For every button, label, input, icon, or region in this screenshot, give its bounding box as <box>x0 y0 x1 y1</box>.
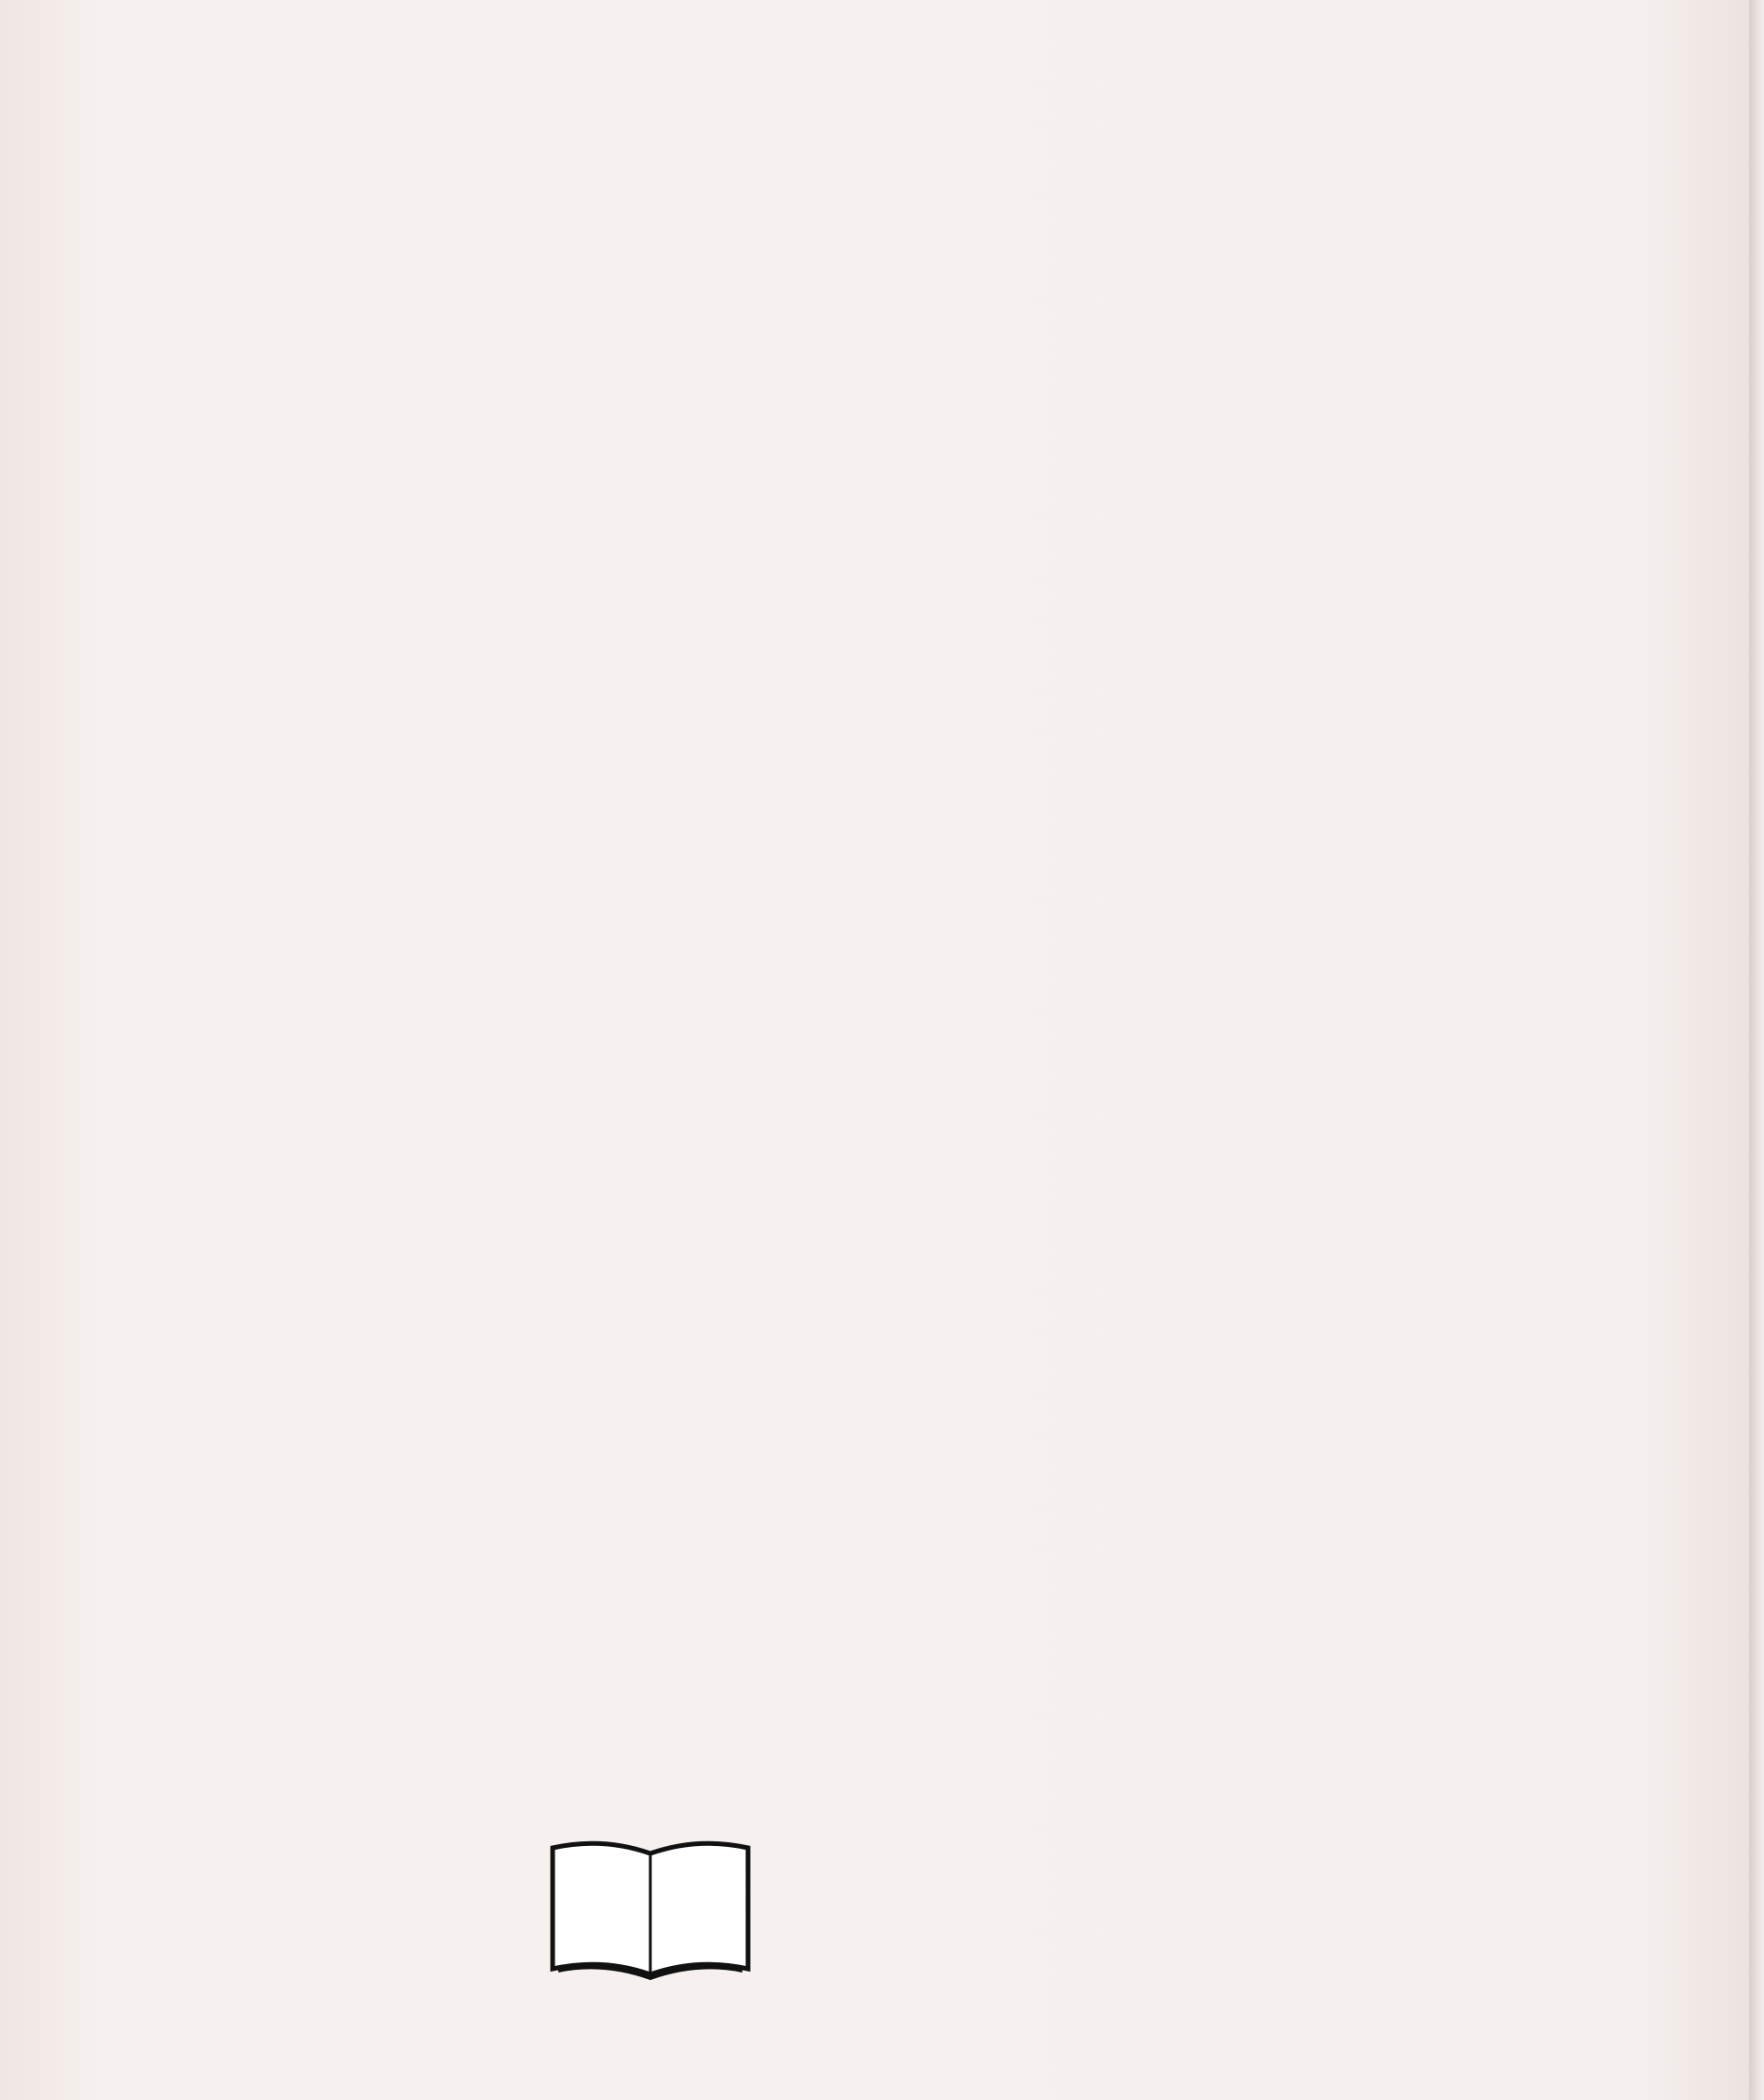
barcode-block <box>1423 1811 1667 1954</box>
dk-book-icon <box>547 1833 754 1982</box>
dk-logo <box>547 1833 754 1982</box>
cover-spine-edge <box>1749 0 1764 2100</box>
barcode-icon <box>1423 1818 1667 1958</box>
